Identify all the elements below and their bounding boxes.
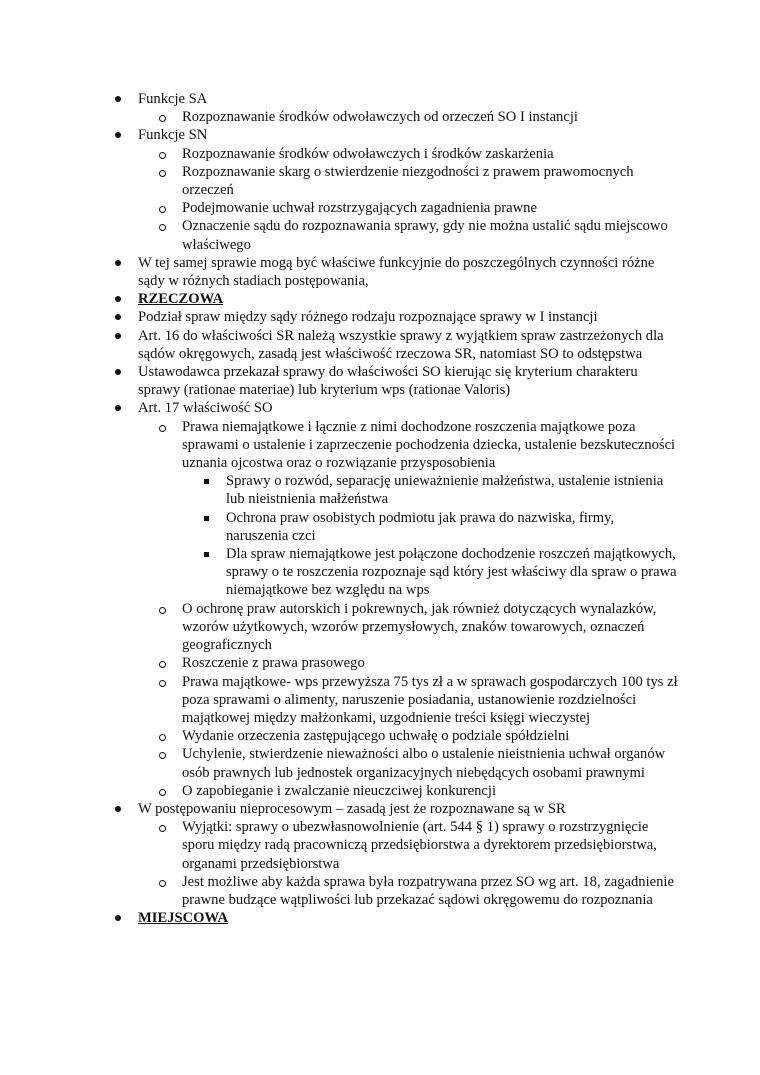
- list-item: [112, 745, 680, 781]
- list-item-text: Funkcje SA: [138, 91, 208, 107]
- list-item-text: W tej samej sprawie mogą być właściwe funkcyjnie do poszczególnych czynności różne sądy w różnych stadiach postępowania,: [138, 254, 655, 290]
- list-item: [112, 108, 680, 126]
- list-item: [112, 363, 680, 399]
- list-item-text: Ustawodawca przekazał sprawy do właściwości SO kierując się kryterium charakteru sprawy (rationae materiae) lub kryterium wps (rationae Valoris): [138, 364, 638, 399]
- list-item: [112, 818, 680, 873]
- list-item-text: Wyjątki: sprawy o ubezwłasnowolnienie (art. 544 § 1) sprawy o rozstrzygnięcie sporu między radą pracowniczą przedsiębiorstwa a dyrektorem przedsiębiorstwa, organami przedsiębiorstwa: [182, 819, 657, 872]
- list-item: [112, 727, 680, 745]
- list-item: [112, 199, 680, 217]
- list-item: [112, 290, 680, 308]
- section-heading-miejscowa: MIEJSCOWA: [138, 910, 229, 927]
- section-heading-rzeczowa: RZECZOWA: [138, 291, 224, 308]
- list-item: [112, 909, 680, 927]
- list-item: [112, 472, 680, 508]
- list-item-text: Ochrona praw osobistych podmiotu jak prawa do nazwiska, firmy, naruszenia czci: [226, 509, 615, 544]
- list-item-text: O zapobieganie i zwalczanie nieuczciwej konkurencji: [182, 782, 497, 799]
- list-item-text: Dla spraw niemajątkowe jest połączone dochodzenie roszczeń majątkowych, sprawy o te roszczenia rozpoznaje sąd który jest właściwy dla spraw o prawa niemajątkowe bez względu na wps: [226, 546, 677, 599]
- list-item: [112, 254, 680, 290]
- list-item: [112, 509, 680, 545]
- list-item-text: Rozpoznawanie skarg o stwierdzenie niezgodności z prawem prawomocnych orzeczeń: [182, 163, 634, 199]
- list-item: [112, 399, 680, 417]
- list-item-text: W postępowaniu nieprocesowym – zasadą jest że rozpoznawane są w SR: [138, 800, 566, 817]
- list-item: [112, 873, 680, 909]
- list-item-text: O ochronę praw autorskich i pokrewnych, jak również dotyczących wynalazków, wzorów użytkowych, wzorów przemysłowych, znaków towarowych, oznaczeń geograficznych: [182, 600, 657, 654]
- list-item-text: Rozpoznawanie środków odwoławczych od orzeczeń SO I instancji: [182, 109, 578, 126]
- list-item-text: Funkcje SN: [138, 127, 208, 144]
- list-item: [112, 800, 680, 818]
- list-item-text: Prawa niemajątkowe i łącznie z nimi dochodzone roszczenia majątkowe poza sprawami o ustalenie i zaprzeczenie pochodzenia dziecka, ustalenie bezskuteczności uznania ojcostwa oraz o rozwiązanie przysposobienia: [182, 418, 676, 472]
- outline-list: [112, 90, 680, 927]
- list-item: [112, 217, 680, 253]
- list-item-text: Art. 16 do właściwości SR należą wszystkie sprawy z wyjątkiem spraw zastrzeżonych dla sądów okręgowych, zasadą jest właściwość rzeczowa SR, natomiast SO to odstępstwa: [138, 327, 664, 362]
- list-item-text: Wydanie orzeczenia zastępującego uchwałę o podziale spółdzielni: [182, 728, 570, 745]
- list-item-text: Art. 17 właściwość SO: [138, 400, 273, 417]
- list-item: [112, 654, 680, 672]
- list-item-text: Prawa majątkowe- wps przewyższa 75 tys zł a w sprawach gospodarczych 100 tys zł poza sprawami o alimenty, naruszenie posiadania, ustanowienie rozdzielności majątkowej między małżonkami, uzgodnienie treści księgi wieczystej: [182, 673, 678, 726]
- list-item: [112, 163, 680, 199]
- list-item-text: Oznaczenie sądu do rozpoznawania sprawy, gdy nie można ustalić sądu miejscowo właściwego: [182, 218, 668, 253]
- list-item: [112, 418, 680, 473]
- list-item: [112, 600, 680, 655]
- list-item: [112, 673, 680, 728]
- list-item-text: Uchylenie, stwierdzenie nieważności albo o ustalenie nieistnienia uchwał organów osób prawnych lub jednostek organizacyjnych niebędących osobami prawnymi: [182, 746, 666, 781]
- list-item: [112, 90, 680, 108]
- list-item-text: Podział spraw między sądy różnego rodzaju rozpoznające sprawy w I instancji: [138, 309, 598, 326]
- list-item-text: Podejmowanie uchwał rozstrzygających zagadnienia prawne: [182, 200, 537, 217]
- list-item: [112, 126, 680, 144]
- list-item-text: Sprawy o rozwód, separację unieważnienie małżeństwa, ustalenie istnienia lub nieistnienia małżeństwa: [226, 473, 664, 508]
- list-item-text: Rozpoznawanie środków odwoławczych i środków zaskarżenia: [182, 145, 554, 162]
- list-item-text: Roszczenie z prawa prasowego: [182, 655, 365, 672]
- list-item: [112, 545, 680, 600]
- list-item: [112, 308, 680, 326]
- list-item: [112, 145, 680, 163]
- list-item-text: Jest możliwe aby każda sprawa była rozpatrywana przez SO wg art. 18, zagadnienie prawne budzące wątpliwości lub przekazać sądowi okręgowemu do rozpoznania: [182, 873, 674, 908]
- list-item: [112, 327, 680, 363]
- list-item: [112, 782, 680, 800]
